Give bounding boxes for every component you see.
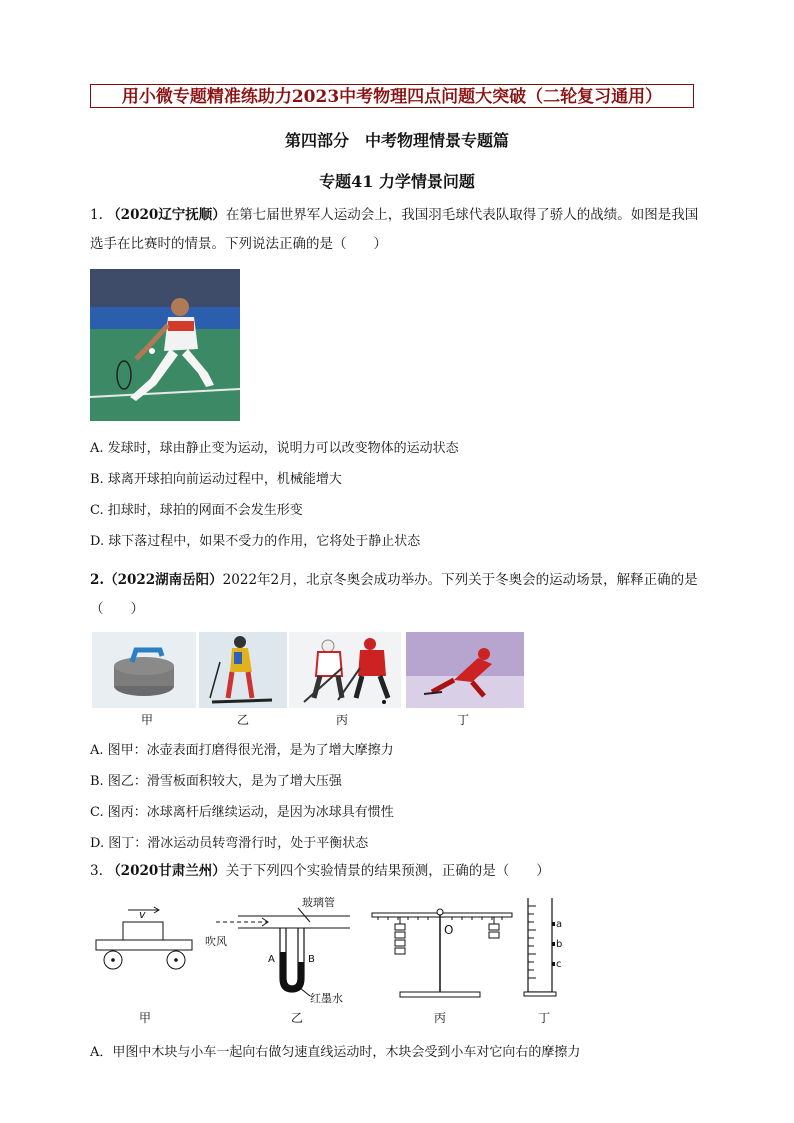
question-3-source: （2020甘肃兰州） — [107, 863, 226, 879]
experiment-diagrams — [88, 892, 568, 1012]
question-3 — [90, 857, 730, 886]
question-1-source: （2020辽宁抚顺） — [107, 207, 226, 223]
tube-label-b: B — [308, 954, 315, 965]
glass-tube-label: 玻璃管 — [302, 896, 335, 909]
question-3-stem: 关于下列四个实验情景的结果预测，正确的是（ ） — [225, 863, 550, 879]
banner-title: 用小微专题精准练助力2023中考物理四点问题大突破（二轮复习通用） — [90, 84, 694, 108]
question-1-option-c: C. 扣球时，球拍的网面不会发生形变 — [90, 503, 303, 518]
q3-caption-jia: 甲 — [138, 1011, 151, 1025]
winter-sports-drawing — [92, 632, 524, 708]
question-1-option-d: D. 球下落过程中，如果不受力的作用，它将处于静止状态 — [90, 534, 421, 549]
part-title: 第四部分 中考物理情景专题篇 — [284, 131, 509, 150]
q2-caption-yi: 乙 — [236, 713, 249, 727]
question-1-option-b: B. 球离开球拍向前运动过程中，机械能增大 — [90, 472, 342, 487]
winter-sports-photos — [92, 632, 524, 708]
question-2-option-a: A. 图甲：冰壶表面打磨得很光滑，是为了增大摩擦力 — [90, 743, 394, 758]
q3-caption-yi: 乙 — [290, 1011, 303, 1025]
experiment-diagrams-drawing — [88, 892, 568, 1012]
velocity-label: v — [139, 908, 146, 921]
question-2 — [90, 566, 705, 624]
red-ink-label: 红墨水 — [310, 992, 343, 1005]
badminton-photo-drawing — [90, 269, 240, 421]
tube-label-a: A — [268, 954, 275, 965]
u-tube-diagram — [205, 895, 350, 1005]
badminton-photo — [90, 269, 240, 421]
cart-diagram — [96, 907, 192, 969]
question-1 — [90, 201, 705, 259]
question-1-stem: 在第七届世界军人运动会上，我国羽毛球代表队取得了骄人的战绩。如图是我国选手在比赛时的情景。下列说法正确的是（ ） — [90, 207, 699, 252]
q2-caption-bing: 丙 — [335, 713, 348, 727]
question-3-number: 3. — [90, 863, 103, 879]
question-1-option-a: A. 发球时，球由静止变为运动，说明力可以改变物体的运动状态 — [90, 441, 459, 456]
question-2-number: 2. — [90, 572, 105, 588]
question-2-stem: 2022年2月，北京冬奥会成功举办。下列关于冬奥会的运动场景，解释正确的是（ ） — [90, 572, 698, 617]
cylinder-label-c: c — [556, 959, 562, 970]
question-2-option-c: C. 图丙：冰球离杆后继续运动，是因为冰球具有惯性 — [90, 805, 394, 820]
cylinder-diagram — [524, 898, 562, 996]
q3-caption-bing: 丙 — [433, 1011, 446, 1025]
question-1-number: 1. — [90, 207, 103, 223]
q3-caption-ding: 丁 — [537, 1011, 550, 1025]
q2-caption-ding: 丁 — [456, 713, 469, 727]
topic-title: 专题41 力学情景问题 — [319, 172, 475, 191]
cylinder-label-b: b — [556, 939, 563, 950]
blow-label: 吹风 — [205, 935, 227, 948]
question-2-source: （2022湖南岳阳） — [104, 572, 223, 588]
fulcrum-label: O — [444, 923, 454, 937]
lever-diagram — [372, 909, 512, 997]
cylinder-label-a: a — [556, 919, 563, 930]
q2-caption-jia: 甲 — [140, 713, 153, 727]
question-2-option-b: B. 图乙：滑雪板面积较大，是为了增大压强 — [90, 774, 342, 789]
question-2-option-d: D. 图丁：滑冰运动员转弯滑行时，处于平衡状态 — [90, 836, 369, 851]
question-3-option-a: A．甲图中木块与小车一起向右做匀速直线运动时，木块会受到小车对它向右的摩擦力 — [90, 1045, 581, 1060]
